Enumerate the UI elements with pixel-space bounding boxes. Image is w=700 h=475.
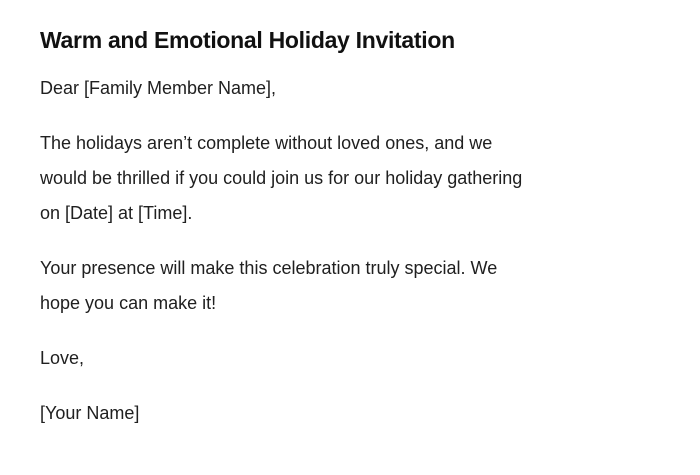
signature-line: [Your Name] [40,402,140,423]
closing-line: Love, [40,347,85,368]
invite-line-1: The holidays aren’t complete without loved ones, and we [40,132,493,153]
signature-paragraph [40,396,660,431]
closing-paragraph [40,341,660,376]
invite-line-3: on [Date] at [Time]. [40,202,193,223]
salutation-paragraph [40,71,660,106]
presence-line-1: Your presence will make this celebration truly special. We [40,257,498,278]
presence-line-2: hope you can make it! [40,292,217,313]
invite-line-2: would be thrilled if you could join us for our holiday gathering [40,167,523,188]
page-title: Warm and Emotional Holiday Invitation [40,27,455,53]
presence-paragraph [40,251,660,321]
salutation-line: Dear [Family Member Name], [40,77,277,98]
invite-paragraph [40,126,660,231]
